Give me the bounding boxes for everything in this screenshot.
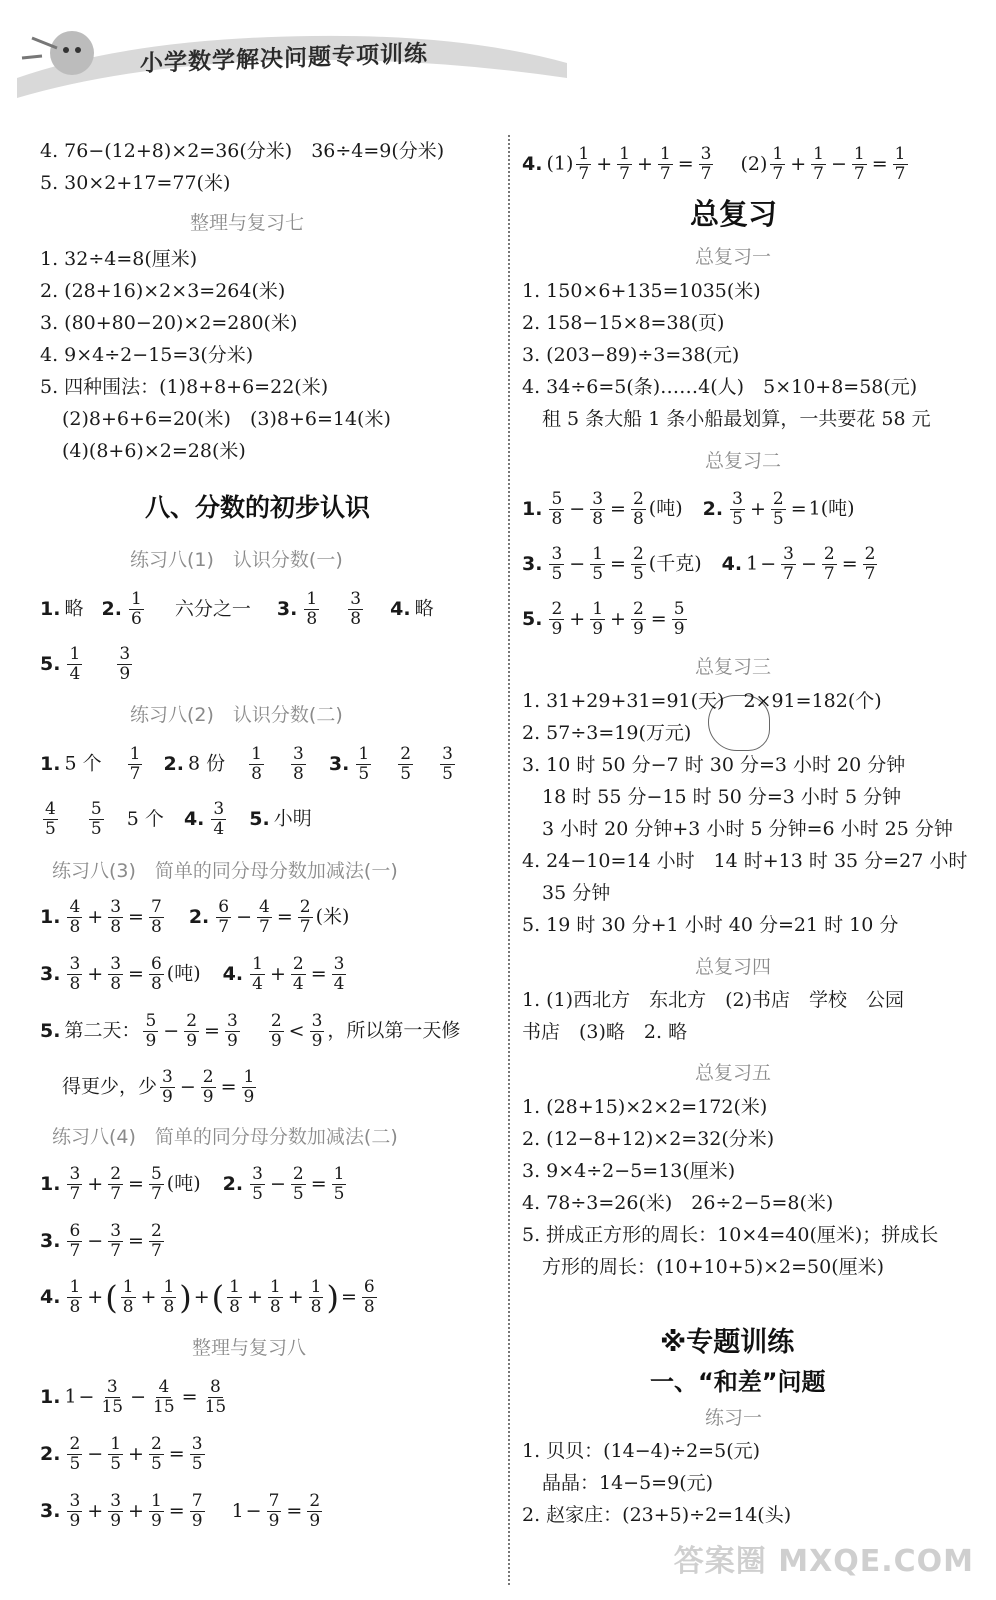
chapter-title: 总复习 xyxy=(690,197,778,231)
answer-line: 书店 (3)略 2. 略 xyxy=(522,1021,688,1043)
answer-line: (4)(8+6)×2=28(米) xyxy=(62,440,246,462)
answer-line: 3. $\frac{6}{7}$ − $\frac{3}{7}$ = $\frac{2}{7}$ xyxy=(40,1221,162,1261)
section-heading: 整理与复习八 xyxy=(192,1337,307,1359)
answer-line: 3. $\frac{3}{9}$ + $\frac{3}{9}$ + $\frac{1}{9}$ = $\frac{7}{9}$ 1 − $\frac{7}{9}$ = $\frac{2}{9}$ xyxy=(40,1491,321,1531)
answer-line: 1. 略 2. $\frac{1}{6}$ 六分之一 3. $\frac{1}{8}$ $\frac{3}{8}$ 4. 略 xyxy=(40,589,434,629)
answer-line: (2)8+6+6=20(米) (3)8+6=14(米) xyxy=(62,408,391,430)
answer-line: 5. $\frac{2}{9}$ + $\frac{1}{9}$ + $\frac{2}{9}$ = $\frac{5}{9}$ xyxy=(522,599,685,639)
section-heading: 练习八(2) 认识分数(二) xyxy=(130,704,343,726)
chapter-subtitle: 一、“和差”问题 xyxy=(650,1368,826,1396)
answer-line: 1. 32÷4=8(厘米) xyxy=(40,248,198,270)
section-heading: 练习一 xyxy=(705,1407,763,1429)
section-heading: 总复习一 xyxy=(695,246,772,268)
answer-line: 2. $\frac{2}{5}$ − $\frac{1}{5}$ + $\frac{2}{5}$ = $\frac{3}{5}$ xyxy=(40,1434,203,1474)
answer-line: 4. 24−10=14 小时 14 时+13 时 35 分=27 小时 xyxy=(522,850,968,872)
answer-line: 晶晶：14−5=9(元) xyxy=(542,1472,714,1494)
answer-line: 3. 10 时 50 分−7 时 30 分=3 小时 20 分钟 xyxy=(522,754,906,776)
answer-line: 4. $\frac{1}{8}$ +( $\frac{1}{8}$ + $\frac{1}{8}$ ) +( $\frac{1}{8}$ + $\frac{1}{8}$ + $\frac{1}{8}$ ) = $\frac{6}{8}$ xyxy=(40,1277,375,1317)
answer-line: 4. 78÷3=26(米) 26÷2−5=8(米) xyxy=(522,1192,834,1214)
section-heading: 总复习四 xyxy=(695,956,772,978)
answer-line: 1. $\frac{4}{8}$ + $\frac{3}{8}$ = $\frac{7}{8}$ 2. $\frac{6}{7}$ − $\frac{4}{7}$ = $\frac{2}{7}$ (米) xyxy=(40,897,350,937)
answer-line: 1. (28+15)×2×2=172(米) xyxy=(522,1096,768,1118)
answer-line: 1. 贝贝：(14−4)÷2=5(元) xyxy=(522,1440,761,1462)
answer-line: 1. $\frac{5}{8}$ − $\frac{3}{8}$ = $\frac{2}{8}$ (吨) 2. $\frac{3}{5}$ + $\frac{2}{5}$ = 1(吨) xyxy=(522,489,855,529)
answer-line: 3 小时 20 分钟+3 小时 5 分钟=6 小时 25 分钟 xyxy=(542,818,953,840)
answer-line: 3. (80+80−20)×2=280(米) xyxy=(40,312,298,334)
section-heading: 整理与复习七 xyxy=(190,212,305,234)
answer-line: 1. 150×6+135=1035(米) xyxy=(522,280,761,302)
section-heading: 练习八(3) 简单的同分母分数加减法(一) xyxy=(52,860,398,882)
answer-line: 1. 1 − $\frac{3}{15}$ − $\frac{4}{15}$ = $\frac{8}{15}$ xyxy=(40,1377,227,1417)
section-heading: 总复习三 xyxy=(695,656,772,678)
answer-line: 1. $\frac{3}{7}$ + $\frac{2}{7}$ = $\frac{5}{7}$ (吨) 2. $\frac{3}{5}$ − $\frac{2}{5}$ = $\frac{1}{5}$ xyxy=(40,1164,345,1204)
chapter-title: 八、分数的初步认识 xyxy=(145,493,371,522)
answer-line: 3. 9×4÷2−5=13(厘米) xyxy=(522,1160,736,1182)
answer-line: 得更少，少 $\frac{3}{9}$ − $\frac{2}{9}$ = $\frac{1}{9}$ xyxy=(62,1067,255,1107)
section-heading: 总复习五 xyxy=(695,1062,772,1084)
answer-line: 3. $\frac{3}{5}$ − $\frac{1}{5}$ = $\frac{2}{5}$ (千克) 4. 1 − $\frac{3}{7}$ − $\frac{2}{7}$ = $\frac{2}{7}$ xyxy=(522,544,876,584)
answer-line: 3. $\frac{3}{8}$ + $\frac{3}{8}$ = $\frac{6}{8}$ (吨) 4. $\frac{1}{4}$ + $\frac{2}{4}$ = $\frac{3}{4}$ xyxy=(40,954,345,994)
answer-line: 2. (28+16)×2×3=264(米) xyxy=(40,280,286,302)
section-heading: 练习八(1) 认识分数(一) xyxy=(130,549,343,571)
answer-line: 5. $\frac{1}{4}$ $\frac{3}{9}$ xyxy=(40,644,131,684)
answer-line: 4. 9×4÷2−15=3(分米) xyxy=(40,344,254,366)
answer-line: 租 5 条大船 1 条小船最划算，一共要花 58 元 xyxy=(542,408,931,430)
answer-line: 5. 19 时 30 分+1 小时 40 分=21 时 10 分 xyxy=(522,914,899,936)
section-heading: 练习八(4) 简单的同分母分数加减法(二) xyxy=(52,1126,398,1148)
answer-line: 方形的周长：(10+10+5)×2=50(厘米) xyxy=(542,1256,885,1278)
answer-line: 1. 5 个 $\frac{1}{7}$ 2. 8 份 $\frac{1}{8}$ $\frac{3}{8}$ 3. $\frac{1}{5}$ $\frac{2}{5}$ $\frac{3}{5}$ xyxy=(40,744,453,784)
answer-line: 2. 赵家庄：(23+5)÷2=14(头) xyxy=(522,1504,792,1526)
answer-line: 3. (203−89)÷3=38(元) xyxy=(522,344,740,366)
answer-line: 4. 34÷6=5(条)……4(人) 5×10+8=58(元) xyxy=(522,376,918,398)
answer-line: 5. 第二天： $\frac{5}{9}$ − $\frac{2}{9}$ = $\frac{3}{9}$ $\frac{2}{9}$ < $\frac{3}{9}$ ，所以第一天修 xyxy=(40,1011,461,1051)
answer-line: 1. 31+29+31=91(天) 2×91=182(个) xyxy=(522,690,882,712)
section-heading: 总复习二 xyxy=(705,450,782,472)
answer-line: 4. (1) $\frac{1}{7}$ + $\frac{1}{7}$ + $\frac{1}{7}$ = $\frac{3}{7}$ (2) $\frac{1}{7}$ + $\frac{1}{7}$ − $\frac{1}{7}$ = $\frac{1}{7}$ xyxy=(522,144,906,184)
answer-line: 5. 四种围法：(1)8+8+6=22(米) xyxy=(40,376,329,398)
answer-line: 18 时 55 分−15 时 50 分=3 小时 5 分钟 xyxy=(542,786,902,808)
answer-line: 5. 30×2+17=77(米) xyxy=(40,172,231,194)
answer-line: 2. 158−15×8=38(页) xyxy=(522,312,725,334)
answer-line: 2. (12−8+12)×2=32(分米) xyxy=(522,1128,775,1150)
column-divider xyxy=(508,135,510,1585)
answer-line: 5. 拼成正方形的周长：10×4=40(厘米)；拼成长 xyxy=(522,1224,939,1246)
answer-line: $\frac{4}{5}$ $\frac{5}{5}$ 5 个 4. $\frac{3}{4}$ 5. 小明 xyxy=(45,799,312,839)
chapter-title: ※专题训练 xyxy=(660,1327,795,1358)
watermark: 答案圈 MXQE.COM xyxy=(673,1544,974,1579)
header-title: 小学数学解决问题专项训练 xyxy=(140,40,428,78)
answer-line: 2. 57÷3=19(万元) xyxy=(522,722,692,744)
answer-line: 1. (1)西北方 东北方 (2)书店 学校 公园 xyxy=(522,989,904,1011)
answer-line: 4. 76−(12+8)×2=36(分米) 36÷4=9(分米) xyxy=(40,140,445,162)
answer-line: 35 分钟 xyxy=(542,882,611,904)
